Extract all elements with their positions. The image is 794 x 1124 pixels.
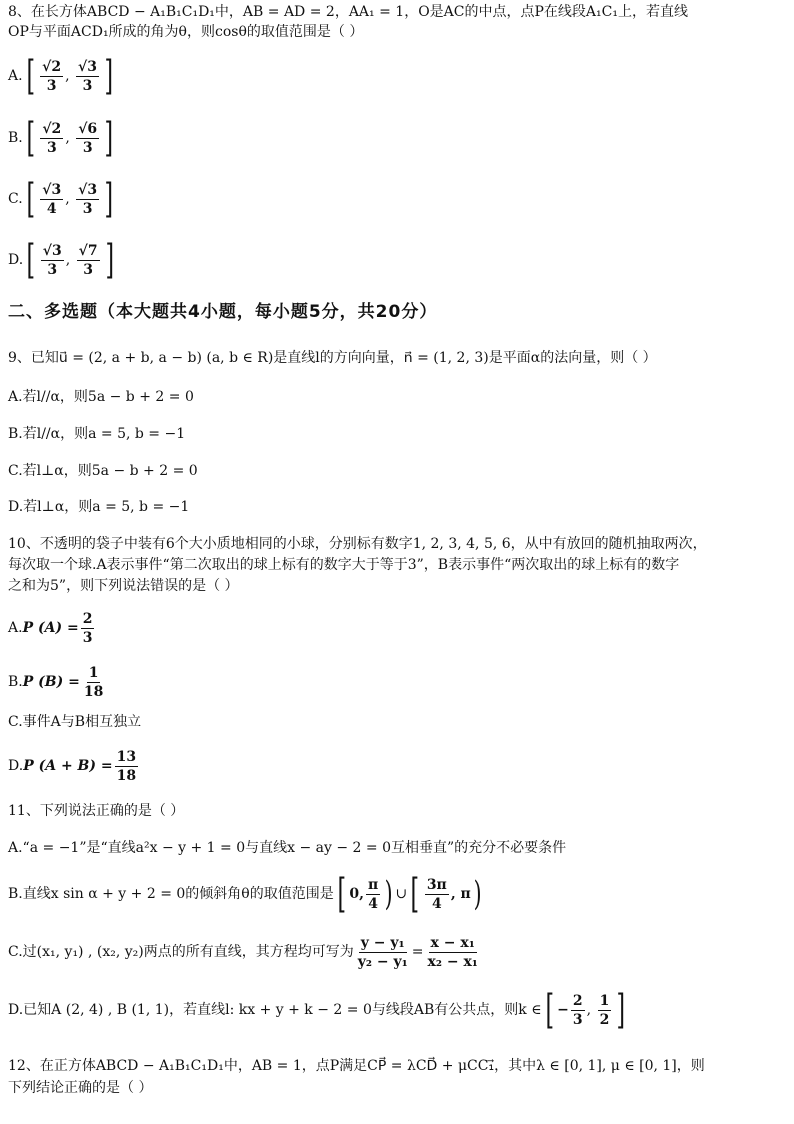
q9-option-d: D.若l⊥α，则a = 5, b = −1 xyxy=(8,499,190,515)
q11-option-a: A.“a = −1”是“直线a²x − y + 1 = 0与直线x − ay − 2 = 0互相垂直”的充分不必要条件 xyxy=(8,840,567,856)
q10-option-c: C. 事件A与B相互独立 xyxy=(8,714,142,730)
q8-option-a: A. [ $\frac{√2}{3}$ , $\frac{√3}{3}$ ] xyxy=(8,53,114,99)
q11-option-c: C.过(x₁, y₁) , (x₂, y₂)两点的所有直线，其方程均可写为 $\frac{\text{y − y₁}}{\text{y₂ − y₁}}$ = $\frac{\text{x − x₁}}{\text{x₂ − x₁}}$ xyxy=(8,934,478,970)
section-heading-multiple-choice: 二、多选题（本大题共4小题，每小题5分，共20分） xyxy=(8,302,438,322)
q9-stem: 9、已知u⃗ = (2, a + b, a − b) (a, b ∈ R)是直线l的方向向量，n⃗ = (1, 2, 3)是平面α的法向量，则（ ） xyxy=(8,350,657,366)
q8-stem-line1: 8、在长方体ABCD − A₁B₁C₁D₁中，AB = AD = 2，AA₁ = 1，O是AC的中点，点P在线段A₁C₁上，若直线 xyxy=(8,4,688,20)
q10-stem-line2: 每次取一个球.A表示事件“第二次取出的球上标有的数字大于等于3”，B表示事件“两次取出的球上标有的数字 xyxy=(8,557,680,573)
q10-option-a: A. P (A) = $\frac{2}{3}$ xyxy=(8,610,93,646)
q8-option-c: C. [ $\frac{√3}{4}$ , $\frac{√3}{3}$ ] xyxy=(8,176,114,222)
q12-stem-line2: 下列结论正确的是（ ） xyxy=(8,1080,153,1096)
q9-option-a: A.若l//α，则5a − b + 2 = 0 xyxy=(8,389,194,405)
q11-option-b: B.直线x sin α + y + 2 = 0的倾斜角θ的取值范围是 [ 0, $\frac{\pi}{4}$ ) ∪ [ $\frac{3\pi}{4}$ , π ) xyxy=(8,871,482,917)
q9-option-c: C.若l⊥α，则5a − b + 2 = 0 xyxy=(8,463,198,479)
q12-stem-line1: 12、在正方体ABCD − A₁B₁C₁D₁中，AB = 1，点P满足CP⃗ = λCD⃗ + μCC₁⃗，其中λ ∈ [0, 1], μ ∈ [0, 1]，则 xyxy=(8,1058,705,1074)
q10-stem-line1: 10、不透明的袋子中装有6个大小质地相同的小球，分别标有数字1, 2, 3, 4, 5, 6，从中有放回的随机抽取两次， xyxy=(8,536,707,552)
q10-option-d: D. P (A + B) = $\frac{13}{18}$ xyxy=(8,748,137,784)
q10-stem-line3: 之和为5”，则下列说法错误的是（ ） xyxy=(8,578,239,594)
q8-stem-line2: OP与平面ACD₁所成的角为θ，则cosθ的取值范围是（ ） xyxy=(8,24,364,40)
q8-option-b: B. [ $\frac{√2}{3}$ , $\frac{√6}{3}$ ] xyxy=(8,115,114,161)
q8-option-d: D. [ $\frac{√3}{3}$ , $\frac{√7}{3}$ ] xyxy=(8,237,114,283)
q11-stem: 11、下列说法正确的是（ ） xyxy=(8,803,185,819)
q11-option-d: D.已知A (2, 4) , B (1, 1)，若直线l: kx + y + k − 2 = 0与线段AB有公共点，则k ∈ [ − $\frac{2}{3}$ , $\frac{1}{2}$ ] xyxy=(8,987,626,1033)
q10-option-b: B. P (B) = $\frac{1}{18}$ xyxy=(8,664,104,700)
q9-option-b: B.若l//α，则a = 5, b = −1 xyxy=(8,426,186,442)
